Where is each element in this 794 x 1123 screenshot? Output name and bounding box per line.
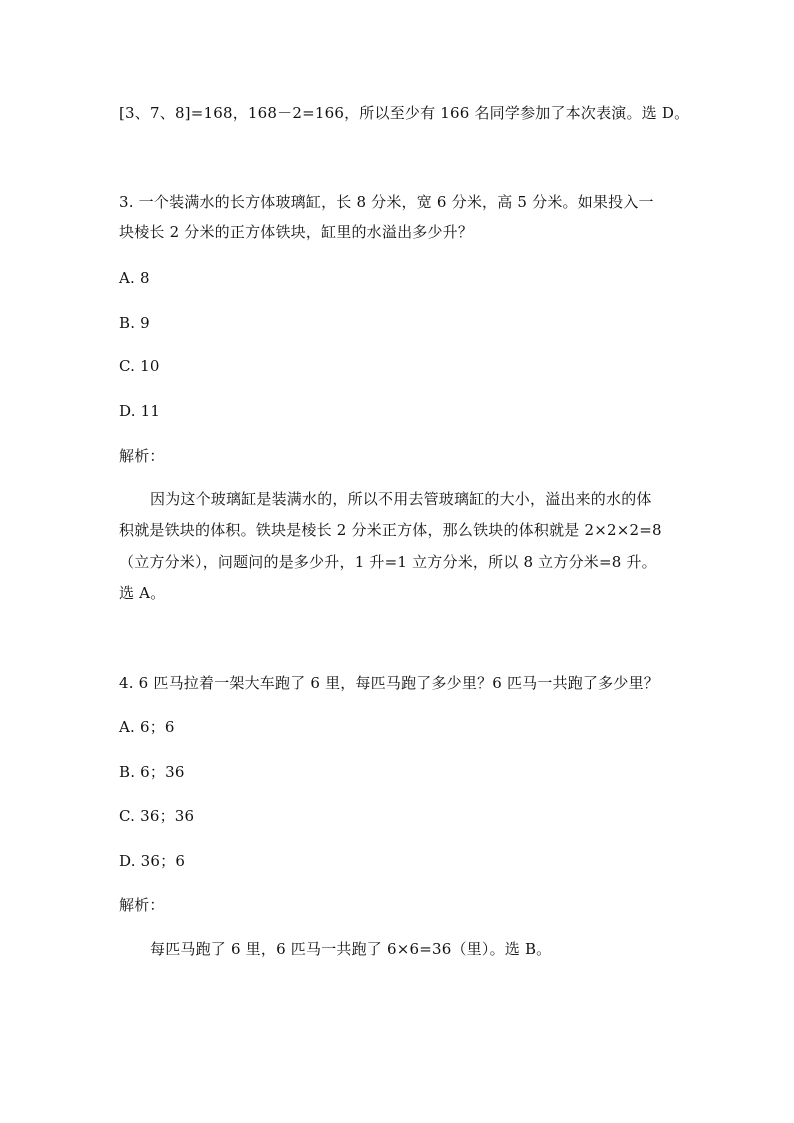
q4-analysis-line-1: 每匹马跑了 6 里，6 匹马一共跑了 6×6=36（里）。选 B。	[150, 940, 552, 958]
q3-analysis-line-2: 积就是铁块的体积。铁块是棱长 2 分米正方体，那么铁块的体积就是 2×2×2=8	[119, 521, 662, 539]
q4-option-d: D. 36；6	[119, 852, 186, 870]
q3-stem-line-2: 块棱长 2 分米的正方体铁块，缸里的水溢出多少升？	[119, 223, 474, 241]
q4-option-c: C. 36；36	[119, 807, 195, 825]
q3-analysis-line-4: 选 A。	[119, 584, 166, 602]
q3-option-b: B. 9	[119, 314, 150, 332]
q4-analysis-label: 解析：	[119, 896, 165, 914]
q4-option-a: A. 6；6	[119, 718, 175, 736]
q4-option-b: B. 6；36	[119, 763, 185, 781]
q3-analysis-line-1: 因为这个玻璃缸是装满水的，所以不用去管玻璃缸的大小，溢出来的水的体	[150, 490, 652, 508]
q4-stem-line-1: 4. 6 匹马拉着一架大车跑了 6 里，每匹马跑了多少里？6 匹马一共跑了多少里？	[119, 674, 659, 692]
previous-answer-line: [3、7、8]=168，168－2=166，所以至少有 166 名同学参加了本次表演。选 D。	[119, 104, 690, 122]
q3-stem-line-1: 3. 一个装满水的长方体玻璃缸，长 8 分米，宽 6 分米，高 5 分米。如果投入一	[119, 193, 654, 211]
q3-option-d: D. 11	[119, 402, 161, 420]
q3-analysis-label: 解析：	[119, 447, 165, 465]
q3-analysis-line-3: （立方分米），问题问的是多少升，1 升=1 立方分米，所以 8 立方分米=8 升。	[119, 553, 657, 571]
q3-option-a: A. 8	[119, 269, 150, 287]
q3-option-c: C. 10	[119, 357, 160, 375]
